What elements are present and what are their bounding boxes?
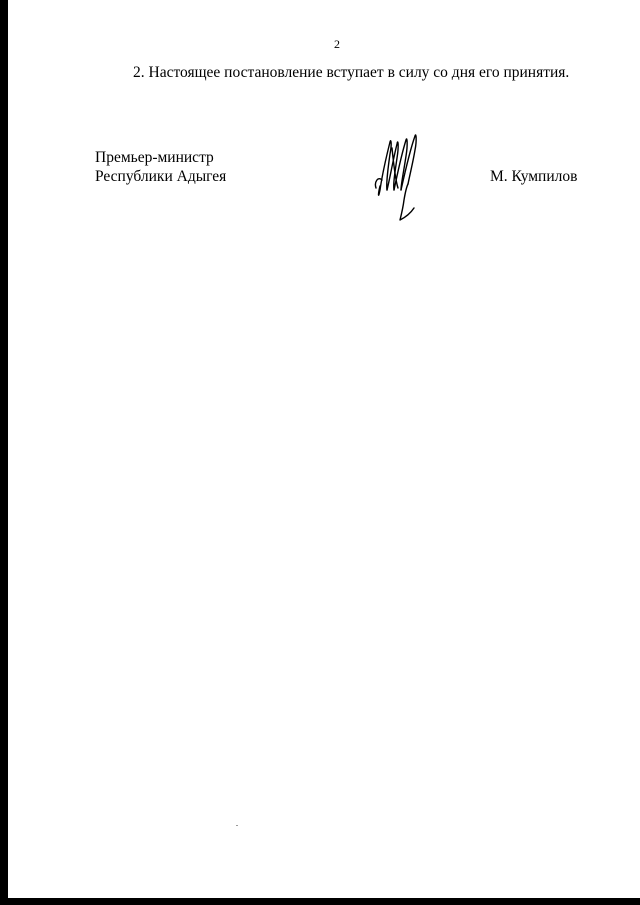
scan-edge-left: [0, 0, 8, 905]
scan-edge-bottom: [0, 898, 640, 905]
handwritten-signature: [370, 128, 422, 222]
scan-speck: [236, 825, 238, 826]
signatory-name: М. Кумпилов: [490, 168, 578, 185]
signatory-title-line-2: Республики Адыгея: [95, 168, 227, 185]
page-number: 2: [334, 37, 340, 51]
signatory-title-line-1: Премьер-министр: [95, 149, 214, 166]
signatory-title: [95, 148, 226, 186]
clause-effective-date: 2. Настоящее постановление вступает в силу со дня его принятия.: [133, 64, 570, 81]
